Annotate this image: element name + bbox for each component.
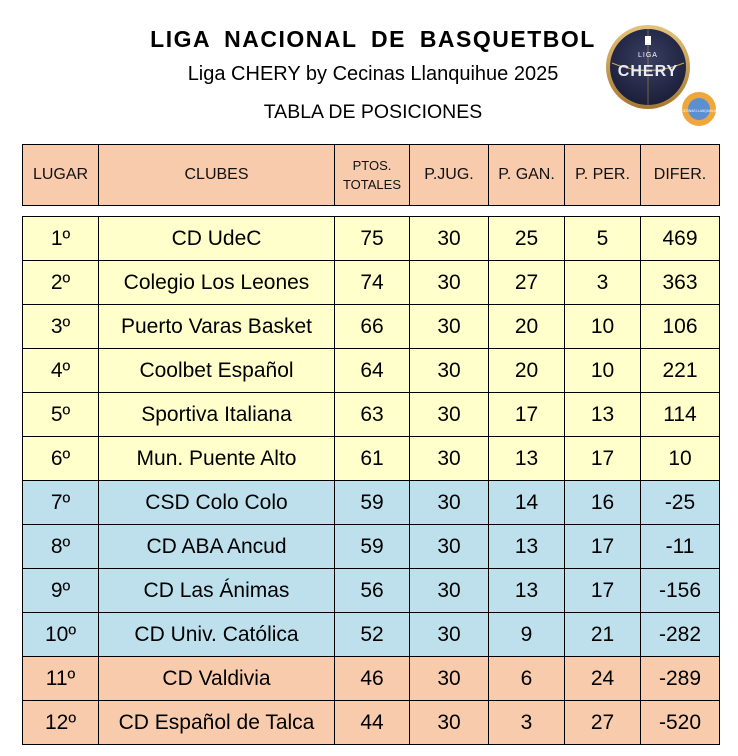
cell-pjug: 30 — [410, 525, 489, 569]
header — [0, 0, 738, 140]
liga-chery-logo — [604, 23, 722, 129]
cell-lugar: 10º — [23, 613, 99, 657]
cell-pper: 16 — [565, 481, 641, 525]
cell-ptos: 59 — [335, 525, 410, 569]
table-row — [23, 217, 720, 261]
cell-pgan: 13 — [489, 437, 565, 481]
cell-pper: 17 — [565, 569, 641, 613]
cell-club: CSD Colo Colo — [99, 481, 335, 525]
cell-pgan: 25 — [489, 217, 565, 261]
logo-liga-text: LIGA — [638, 52, 658, 59]
cell-lugar: 1º — [23, 217, 99, 261]
cell-pgan: 14 — [489, 481, 565, 525]
cell-lugar: 9º — [23, 569, 99, 613]
cell-club: CD Español de Talca — [99, 701, 335, 745]
cell-lugar: 5º — [23, 393, 99, 437]
cell-pjug: 30 — [410, 349, 489, 393]
table-row — [23, 349, 720, 393]
cell-pjug: 30 — [410, 305, 489, 349]
table-row — [23, 481, 720, 525]
cell-club: Coolbet Español — [99, 349, 335, 393]
col-header-ptos-line1: PTOS. — [352, 158, 392, 173]
cell-difer: -520 — [641, 701, 720, 745]
cell-ptos: 52 — [335, 613, 410, 657]
col-header-ptos-line2: TOTALES — [342, 177, 402, 192]
cell-pjug: 30 — [410, 701, 489, 745]
cell-difer: -156 — [641, 569, 720, 613]
col-header-pjug: P.JUG. — [410, 145, 489, 206]
cell-difer: -289 — [641, 657, 720, 701]
cell-difer: -11 — [641, 525, 720, 569]
cell-lugar: 12º — [23, 701, 99, 745]
cell-lugar: 11º — [23, 657, 99, 701]
cell-difer: 114 — [641, 393, 720, 437]
badge-text: CECINAS LLANQUIHUE — [681, 109, 717, 113]
cell-lugar: 8º — [23, 525, 99, 569]
cell-pper: 27 — [565, 701, 641, 745]
cell-pjug: 30 — [410, 217, 489, 261]
cell-ptos: 44 — [335, 701, 410, 745]
cell-difer: 106 — [641, 305, 720, 349]
cell-ptos: 64 — [335, 349, 410, 393]
col-header-clubes: CLUBES — [99, 145, 335, 206]
cell-pjug: 30 — [410, 437, 489, 481]
cell-club: Mun. Puente Alto — [99, 437, 335, 481]
cell-difer: -282 — [641, 613, 720, 657]
cell-club: CD ABA Ancud — [99, 525, 335, 569]
cell-pjug: 30 — [410, 569, 489, 613]
cell-lugar: 2º — [23, 261, 99, 305]
cell-pjug: 30 — [410, 657, 489, 701]
cell-pper: 10 — [565, 305, 641, 349]
table-row — [23, 305, 720, 349]
cell-pper: 24 — [565, 657, 641, 701]
cell-pper: 3 — [565, 261, 641, 305]
cell-pjug: 30 — [410, 261, 489, 305]
cell-ptos: 75 — [335, 217, 410, 261]
cell-pper: 21 — [565, 613, 641, 657]
cell-difer: 221 — [641, 349, 720, 393]
cell-pper: 13 — [565, 393, 641, 437]
league-subtitle: Liga CHERY by Cecinas Llanquihue 2025 — [187, 63, 559, 85]
cell-club: CD Valdivia — [99, 657, 335, 701]
cell-club: Puerto Varas Basket — [99, 305, 335, 349]
cell-pjug: 30 — [410, 393, 489, 437]
table-title: TABLA DE POSICIONES — [263, 101, 483, 123]
table-row — [23, 393, 720, 437]
table-row — [23, 437, 720, 481]
cell-ptos: 46 — [335, 657, 410, 701]
cell-pgan: 17 — [489, 393, 565, 437]
cell-ptos: 63 — [335, 393, 410, 437]
cell-ptos: 56 — [335, 569, 410, 613]
page-title: LIGA NACIONAL DE BASQUETBOL — [150, 26, 596, 52]
cell-difer: -25 — [641, 481, 720, 525]
cell-pjug: 30 — [410, 481, 489, 525]
cell-club: CD UdeC — [99, 217, 335, 261]
cell-pgan: 9 — [489, 613, 565, 657]
table-row — [23, 569, 720, 613]
cell-pgan: 13 — [489, 525, 565, 569]
cell-lugar: 4º — [23, 349, 99, 393]
col-header-difer: DIFER. — [641, 145, 720, 206]
cell-pper: 17 — [565, 525, 641, 569]
cell-lugar: 3º — [23, 305, 99, 349]
table-header-row — [23, 145, 720, 206]
cell-pgan: 6 — [489, 657, 565, 701]
cell-pgan: 3 — [489, 701, 565, 745]
cell-club: Sportiva Italiana — [99, 393, 335, 437]
cell-pgan: 27 — [489, 261, 565, 305]
cell-pgan: 20 — [489, 349, 565, 393]
cell-ptos: 74 — [335, 261, 410, 305]
cell-club: CD Las Ánimas — [99, 569, 335, 613]
cell-pper: 10 — [565, 349, 641, 393]
standings-table — [22, 144, 720, 745]
cell-club: CD Univ. Católica — [99, 613, 335, 657]
player-icon — [645, 36, 651, 45]
table-row — [23, 657, 720, 701]
logo-brand-text: CHERY — [617, 63, 679, 80]
cell-pgan: 20 — [489, 305, 565, 349]
table-row — [23, 261, 720, 305]
col-header-pgan: P. GAN. — [489, 145, 565, 206]
table-row — [23, 701, 720, 745]
cell-ptos: 61 — [335, 437, 410, 481]
table-row — [23, 525, 720, 569]
col-header-pper: P. PER. — [565, 145, 641, 206]
header-gap — [23, 206, 720, 217]
cell-difer: 363 — [641, 261, 720, 305]
cell-club: Colegio Los Leones — [99, 261, 335, 305]
cell-ptos: 66 — [335, 305, 410, 349]
col-header-ptos — [335, 145, 410, 206]
cell-pgan: 13 — [489, 569, 565, 613]
cell-pper: 5 — [565, 217, 641, 261]
cell-pper: 17 — [565, 437, 641, 481]
cell-lugar: 6º — [23, 437, 99, 481]
cell-pjug: 30 — [410, 613, 489, 657]
col-header-lugar: LUGAR — [23, 145, 99, 206]
cell-ptos: 59 — [335, 481, 410, 525]
cell-lugar: 7º — [23, 481, 99, 525]
cell-difer: 469 — [641, 217, 720, 261]
table-row — [23, 613, 720, 657]
cell-difer: 10 — [641, 437, 720, 481]
